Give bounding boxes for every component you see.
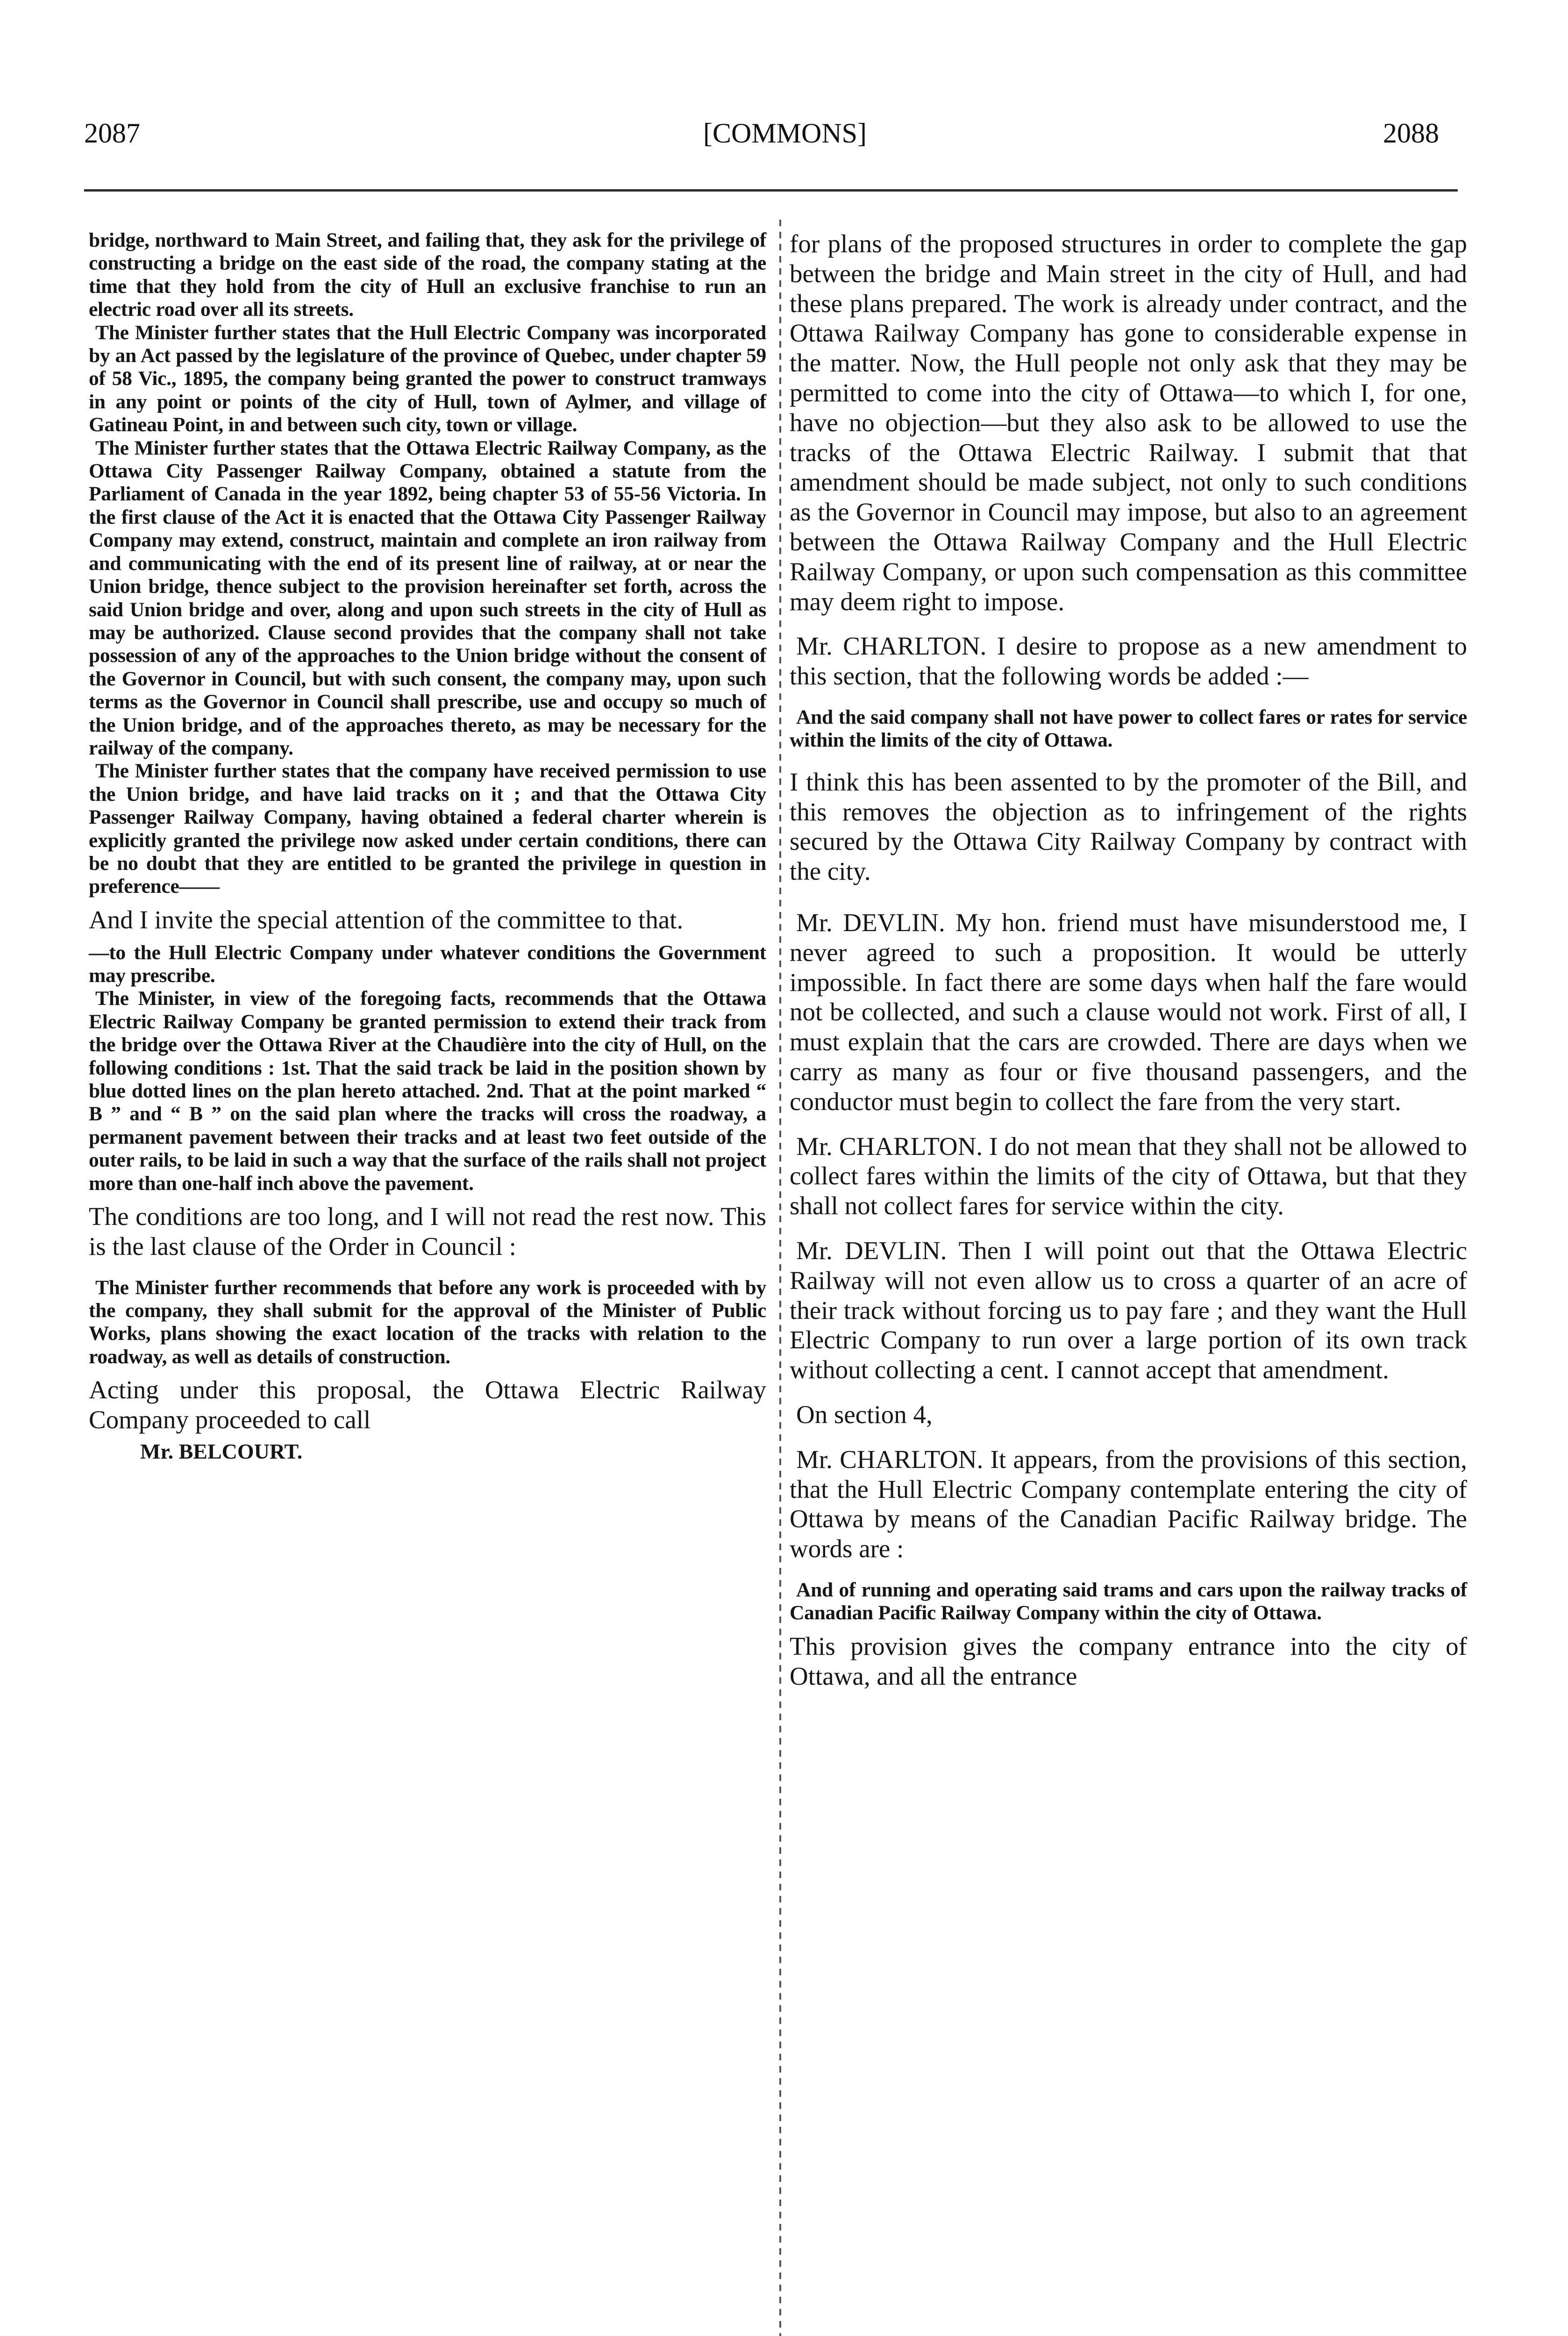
right-page-number: 2088: [1383, 118, 1439, 149]
quoted-paragraph: The Minister further states that the Hull Electric Company was incorporated by an Act passed by the legislature of the province of Quebec, under chapter 59 of 58 Vic., 1895, the company being granted the power to construct tramways in any point or points of the city of Hull, town of Aylmer, and village of Gatineau Point, in and between such city, town or village.: [89, 321, 766, 436]
speaker-signature: Mr. BELCOURT.: [140, 1439, 303, 1463]
quoted-paragraph: bridge, northward to Main Street, and failing that, they ask for the privilege of constructing a bridge on the east side of the road, the company stating at the time that they hold from the city of Hull an exclusive franchise to run an electric road over all its streets.: [89, 229, 766, 321]
speech-paragraph: And I invite the special attention of the committee to that.: [89, 905, 684, 934]
speech-paragraph: for plans of the proposed structures in order to complete the gap between the bridge and Main street in the city of Hull, and had these plans prepared. The work is already under contract, and the Ottawa Railway Company has gone to considerable expense in the matter. Now, the Hull people not only ask that they may be permitted to come into the city of Ottawa—to which I, for one, have no objection—but they also ask to be allowed to use the tracks of the Ottawa Electric Railway. I submit that that amendment should be made subject, not only to such conditions as the Governor in Council may impose, but also to an agreement between the Ottawa Railway Company and the Hull Electric Railway Company, or upon such compensation as this committee may deem right to impose.: [790, 229, 1467, 616]
right-column: [790, 229, 1467, 1691]
speech-paragraph: Mr. CHARLTON. I do not mean that they shall not be allowed to collect fares within the limits of the city of Ottawa, but that they shall not collect fares for service within the city.: [790, 1132, 1467, 1220]
header-title: [COMMONS]: [703, 118, 867, 149]
quoted-paragraph: —to the Hull Electric Company under whatever conditions the Government may prescribe.: [89, 941, 766, 987]
speech-paragraph: This provision gives the company entrance into the city of Ottawa, and all the entrance: [790, 1631, 1467, 1690]
quoted-paragraph: And the said company shall not have power to collect fares or rates for service within the limits of the city of Ottawa.: [790, 705, 1467, 752]
speech-paragraph: Mr. CHARLTON. It appears, from the provisions of this section, that the Hull Electric Company contemplate entering the city of Ottawa by means of the Canadian Pacific Railway bridge. The words are :: [790, 1445, 1467, 1563]
column-divider: [779, 220, 781, 2336]
quoted-paragraph: The Minister further recommends that before any work is proceeded with by the company, they shall submit for the approval of the Minister of Public Works, plans showing the exact location of the tracks with relation to the roadway, as well as details of construction.: [89, 1276, 766, 1368]
speech-paragraph: The conditions are too long, and I will not read the rest now. This is the last clause of the Order in Council :: [89, 1202, 766, 1261]
quoted-paragraph: The Minister, in view of the foregoing facts, recommends that the Ottawa Electric Railway Company be granted permission to extend their track from the bridge over the Ottawa River at the Chaudière into the city of Hull, on the following conditions : 1st. That the said track be laid in the position shown by blue dotted lines on the plan hereto attached. 2nd. That at the point marked “ B ” and “ B ” on the said plan where the tracks will cross the roadway, a permanent pavement between their tracks and at least two feet outside of the outer rails, to be laid in such a way that the surface of the rails shall not project more than one-half inch above the pavement.: [89, 987, 766, 1195]
page-header: [0, 117, 1568, 154]
quoted-paragraph: The Minister further states that the company have received permission to use the Union bridge, and have laid tracks on it ; and that the Ottawa City Passenger Railway Company, having obtained a federal charter wherein is explicitly granted the privilege now asked under certain conditions, there can be no doubt that they are entitled to be granted the privilege in question in preference——: [89, 760, 766, 898]
quoted-paragraph: And of running and operating said trams and cars upon the railway tracks of Canadian Pacific Railway Company within the city of Ottawa.: [790, 1578, 1467, 1624]
speech-paragraph: Acting under this proposal, the Ottawa Electric Railway Company proceeded to call: [89, 1375, 766, 1434]
left-column: [89, 229, 766, 1465]
speech-paragraph: Mr. DEVLIN. Then I will point out that the Ottawa Electric Railway will not even allow us to cross a quarter of an acre of their track without forcing us to pay fare ; and they want the Hull Electric Company to run over a large portion of its own track without collecting a cent. I cannot accept that amendment.: [790, 1236, 1467, 1384]
speech-paragraph: Mr. CHARLTON. I desire to propose as a new amendment to this section, that the following words be added :—: [790, 632, 1467, 691]
left-page-number: 2087: [84, 118, 140, 149]
quoted-paragraph: The Minister further states that the Ottawa Electric Railway Company, as the Ottawa City Passenger Railway Company, obtained a statute from the Parliament of Canada in the year 1892, being chapter 53 of 55-56 Victoria. In the first clause of the Act it is enacted that the Ottawa City Passenger Railway Company may extend, construct, maintain and complete an iron railway from and communicating with the end of its present line of railway, at or near the Union bridge, thence subject to the provision hereinafter set forth, across the said Union bridge and over, along and upon such streets in the city of Hull as may be authorized. Clause second provides that the company shall not take possession of any of the approaches to the Union bridge without the consent of the Governor in Council, but with such consent, the company may, upon such terms as the Governor in Council shall prescribe, use and occupy so much of the Union bridge, and of the approaches thereto, as may be necessary for the railway of the company.: [89, 436, 766, 759]
header-rule: [84, 189, 1458, 192]
speech-paragraph: I think this has been assented to by the promoter of the Bill, and this removes the objection as to infringement of the rights secured by the Ottawa City Railway Company by contract with the city.: [790, 767, 1467, 886]
speech-paragraph: Mr. DEVLIN. My hon. friend must have misunderstood me, I never agreed to such a proposition. It would be utterly impossible. In fact there are some days when half the fare would not be collected, and such a clause would not work. First of all, I must explain that the cars are crowded. There are days when we carry as many as four or five thousand passengers, and the conductor must begin to collect the fare from the very start.: [790, 908, 1467, 1116]
section-heading: On section 4,: [796, 1400, 933, 1429]
